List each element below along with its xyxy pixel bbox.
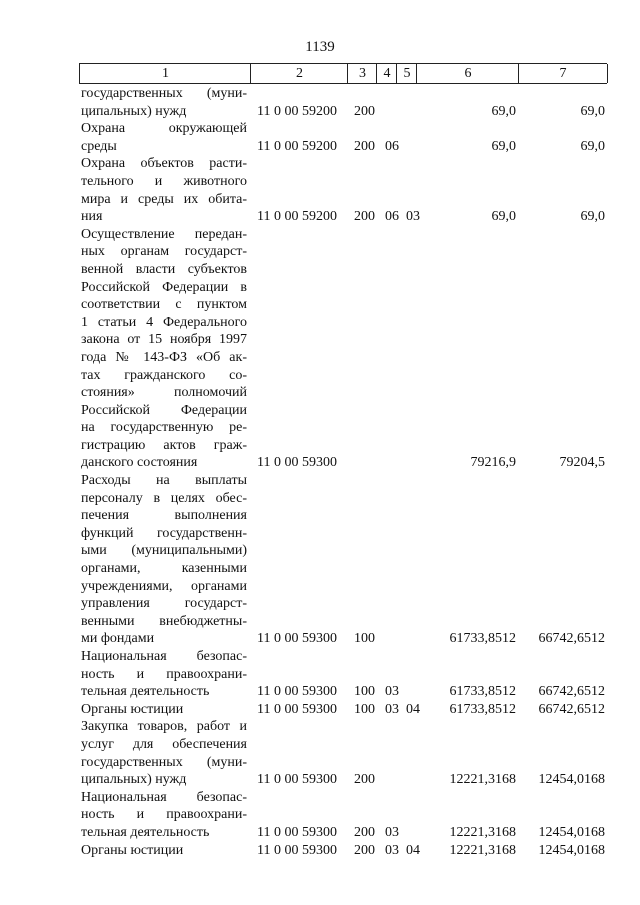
expense-type-code: 200 xyxy=(354,772,375,788)
description-line: 1 статьи 4 Федерального xyxy=(81,314,247,330)
amount-column-7: 79204,5 xyxy=(559,455,605,471)
description-line: гистрацию актов граж- xyxy=(81,437,247,453)
expense-type-code: 200 xyxy=(354,824,375,840)
subsection-code: 04 xyxy=(406,701,420,717)
description-line: органами, казенными xyxy=(81,561,247,577)
target-article-code: 11 0 00 59300 xyxy=(257,701,337,717)
description-line: тельная деятельность xyxy=(81,684,210,700)
description-line: года № 143-ФЗ «Об ак- xyxy=(81,349,247,365)
description-line: Российской Федерации в xyxy=(81,279,247,295)
subsection-code: 04 xyxy=(406,842,420,858)
table-row xyxy=(0,648,640,701)
amount-column-6: 12221,3168 xyxy=(449,824,516,840)
description-line: Расходы на выплаты xyxy=(81,473,247,489)
description-line: Национальная безопас- xyxy=(81,789,247,805)
expense-type-code: 200 xyxy=(354,209,375,225)
amount-column-7: 12454,0168 xyxy=(538,772,605,788)
row-description xyxy=(81,701,247,719)
description-line: на государственную ре- xyxy=(81,420,247,436)
description-line: учреждениями, органами xyxy=(81,578,247,594)
amount-column-6: 79216,9 xyxy=(470,455,516,471)
table-row xyxy=(0,718,640,788)
table-row xyxy=(0,472,640,648)
description-line: функций государственн- xyxy=(81,525,247,541)
section-code: 03 xyxy=(385,824,399,840)
description-line: Охрана окружающей xyxy=(81,121,247,137)
description-line: венной власти субъектов xyxy=(81,261,247,277)
description-line: Органы юстиции xyxy=(81,842,184,858)
description-line: Осуществление передан- xyxy=(81,226,247,242)
row-description xyxy=(81,648,247,701)
description-line: данского состояния xyxy=(81,455,198,471)
description-line: ность и правоохрани- xyxy=(81,807,247,823)
amount-column-7: 66742,6512 xyxy=(538,684,605,700)
table-row xyxy=(0,85,640,120)
section-code: 03 xyxy=(385,701,399,717)
table-row xyxy=(0,789,640,842)
column-header-1: 1 xyxy=(79,64,251,83)
column-header-5: 5 xyxy=(396,64,417,83)
column-header-2: 2 xyxy=(250,64,348,83)
description-line: печения выполнения xyxy=(81,508,247,524)
row-description xyxy=(81,226,247,472)
row-description xyxy=(81,718,247,788)
target-article-code: 11 0 00 59300 xyxy=(257,684,337,700)
description-line: услуг для обеспечения xyxy=(81,736,247,752)
amount-column-6: 69,0 xyxy=(491,209,516,225)
amount-column-7: 66742,6512 xyxy=(538,701,605,717)
target-article-code: 11 0 00 59300 xyxy=(257,842,337,858)
amount-column-6: 12221,3168 xyxy=(449,842,516,858)
target-article-code: 11 0 00 59200 xyxy=(257,209,337,225)
column-header-3: 3 xyxy=(347,64,377,83)
amount-column-7: 69,0 xyxy=(580,103,605,119)
table-row xyxy=(0,120,640,155)
row-description xyxy=(81,842,247,860)
target-article-code: 11 0 00 59300 xyxy=(257,455,337,471)
description-line: тельная деятельность xyxy=(81,824,210,840)
description-line: тельного и животного xyxy=(81,173,247,189)
description-line: ми фондами xyxy=(81,631,155,647)
description-line: государственных (муни- xyxy=(81,86,247,101)
expense-type-code: 200 xyxy=(354,138,375,154)
description-line: Органы юстиции xyxy=(81,701,184,717)
description-line: среды xyxy=(81,138,117,154)
description-line: тах гражданского со- xyxy=(81,367,247,383)
target-article-code: 11 0 00 59300 xyxy=(257,772,337,788)
row-description xyxy=(81,472,247,648)
table-row xyxy=(0,226,640,472)
table-header xyxy=(79,63,607,84)
description-line: Российской Федерации xyxy=(81,402,247,418)
description-line: ципальных) нужд xyxy=(81,103,187,119)
expense-type-code: 200 xyxy=(354,842,375,858)
expense-type-code: 100 xyxy=(354,631,375,647)
amount-column-7: 12454,0168 xyxy=(538,842,605,858)
expense-type-code: 200 xyxy=(354,103,375,119)
description-line: соответствии с пунктом xyxy=(81,297,247,313)
table-row xyxy=(0,155,640,225)
description-line: государственных (муни- xyxy=(81,754,247,770)
row-description xyxy=(81,789,247,842)
target-article-code: 11 0 00 59200 xyxy=(257,138,337,154)
description-line: ния xyxy=(81,209,103,225)
table-row xyxy=(0,701,640,719)
description-line: персоналу в целях обес- xyxy=(81,490,247,506)
amount-column-7: 12454,0168 xyxy=(538,824,605,840)
row-description xyxy=(81,155,247,225)
table-body xyxy=(0,85,640,859)
description-line: мира и среды их обита- xyxy=(81,191,247,207)
expense-type-code: 100 xyxy=(354,684,375,700)
description-line: ципальных) нужд xyxy=(81,772,187,788)
description-line: венными внебюджетны- xyxy=(81,613,247,629)
amount-column-6: 61733,8512 xyxy=(449,631,516,647)
amount-column-6: 61733,8512 xyxy=(449,701,516,717)
description-line: ыми (муниципальными) xyxy=(81,543,247,559)
row-description xyxy=(81,85,247,120)
column-header-4: 4 xyxy=(376,64,397,83)
row-description xyxy=(81,120,247,155)
section-code: 03 xyxy=(385,842,399,858)
subsection-code: 03 xyxy=(406,209,420,225)
target-article-code: 11 0 00 59300 xyxy=(257,631,337,647)
page-number: 1139 xyxy=(305,39,335,55)
expense-type-code: 100 xyxy=(354,701,375,717)
table-row xyxy=(0,842,640,860)
amount-column-6: 69,0 xyxy=(491,138,516,154)
description-line: ных органам государст- xyxy=(81,244,247,260)
amount-column-6: 12221,3168 xyxy=(449,772,516,788)
description-line: закона от 15 ноября 1997 xyxy=(81,332,247,348)
description-line: Национальная безопас- xyxy=(81,649,247,664)
column-header-7: 7 xyxy=(518,64,608,83)
amount-column-7: 66742,6512 xyxy=(538,631,605,647)
description-line: Охрана объектов расти- xyxy=(81,156,247,172)
target-article-code: 11 0 00 59200 xyxy=(257,103,337,119)
description-line: управления государст- xyxy=(81,596,247,612)
target-article-code: 11 0 00 59300 xyxy=(257,824,337,840)
section-code: 06 xyxy=(385,138,399,154)
amount-column-7: 69,0 xyxy=(580,138,605,154)
section-code: 06 xyxy=(385,209,399,225)
column-header-6: 6 xyxy=(416,64,519,83)
description-line: Закупка товаров, работ и xyxy=(81,719,247,735)
description-line: стояния» полномочий xyxy=(81,385,247,401)
section-code: 03 xyxy=(385,684,399,700)
amount-column-6: 69,0 xyxy=(491,103,516,119)
description-line: ность и правоохрани- xyxy=(81,666,247,682)
amount-column-7: 69,0 xyxy=(580,209,605,225)
amount-column-6: 61733,8512 xyxy=(449,684,516,700)
